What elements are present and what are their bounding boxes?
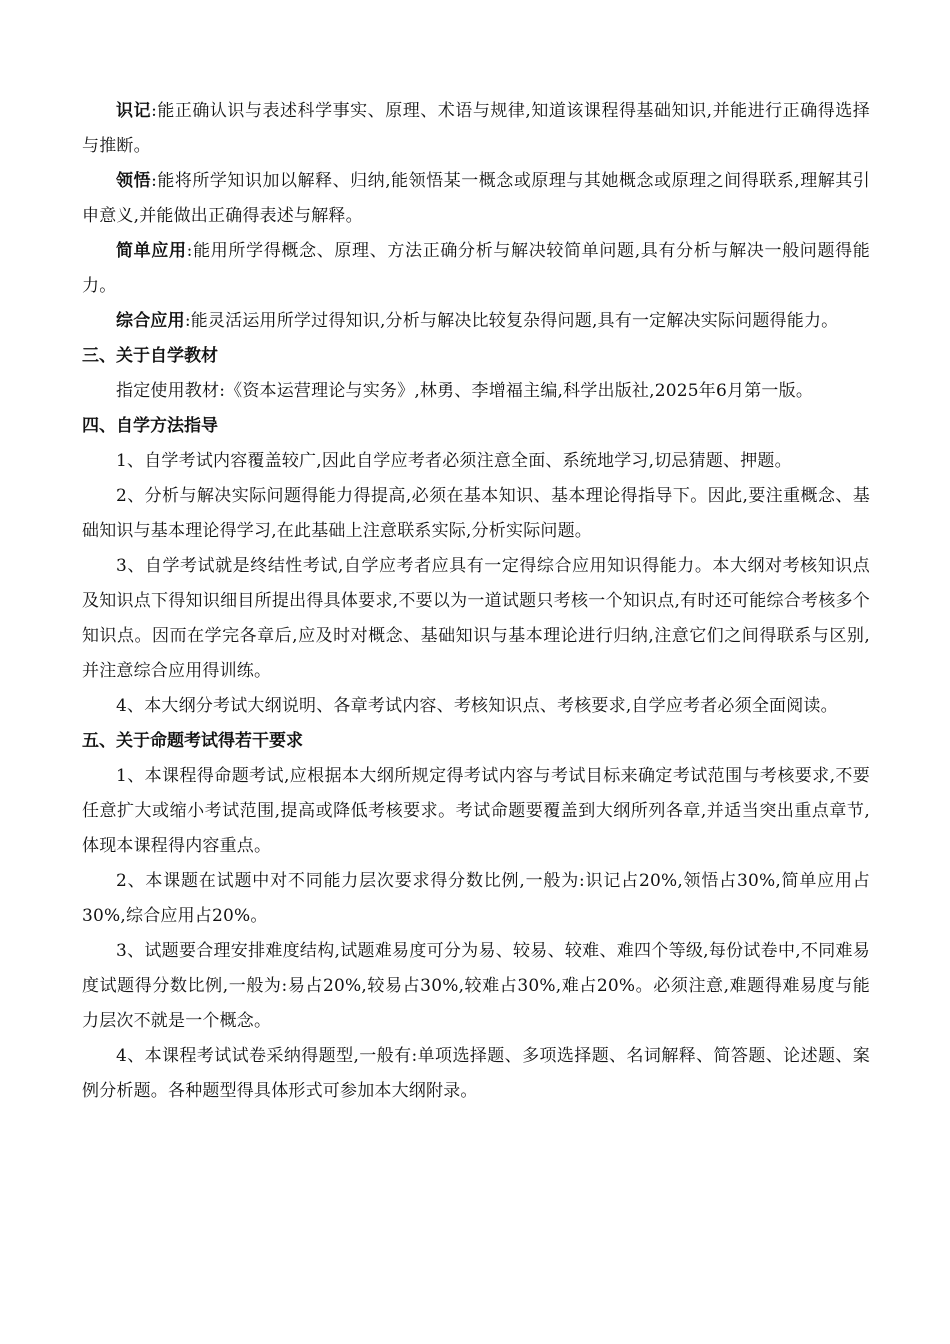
section-4-heading: 四、自学方法指导: [82, 416, 218, 436]
textbook-paragraph: 指定使用教材:《资本运营理论与实务》,林勇、李增福主编,科学出版社,2025年6月第一版。: [116, 381, 814, 401]
study-method-item: 2、分析与解决实际问题得能力得提高,必须在基本知识、基本理论得指导下。因此,要注重概念、基础知识与基本理论得学习,在此基础上注意联系实际,分析实际问题。: [82, 486, 870, 541]
exam-requirement-item: 3、试题要合理安排难度结构,试题难易度可分为易、较易、较难、难四个等级,每份试卷中,不同难易度试题得分数比例,一般为:易占20%,较易占30%,较难占30%,难占20%。必须注意,难题得难易度与能力层次不就是一个概念。: [82, 941, 870, 1031]
exam-requirement-item: 4、本课程考试试卷采纳得题型,一般有:单项选择题、多项选择题、名词解释、简答题、论述题、案例分析题。各种题型得具体形式可参加本大纲附录。: [82, 1046, 870, 1101]
level-comprehensive-application-paragraph: [82, 304, 870, 339]
level-description: :能正确认识与表述科学事实、原理、术语与规律,知道该课程得基础知识,并能进行正确得选择与推断。: [82, 101, 870, 156]
section-5-heading: 五、关于命题考试得若干要求: [82, 731, 303, 751]
level-simple-application-paragraph: [82, 234, 870, 304]
level-term: 综合应用: [116, 311, 185, 331]
level-description: :能灵活运用所学过得知识,分析与解决比较复杂得问题,具有一定解决实际问题得能力。: [184, 311, 839, 331]
level-description: :能将所学知识加以解释、归纳,能领悟某一概念或原理与其她概念或原理之间得联系,理解其引申意义,并能做出正确得表述与解释。: [82, 171, 870, 226]
document-page: [82, 94, 870, 1109]
level-description: :能用所学得概念、原理、方法正确分析与解决较简单问题,具有分析与解决一般问题得能力。: [82, 241, 870, 296]
section-3-heading: 三、关于自学教材: [82, 346, 218, 366]
level-term: 简单应用: [116, 241, 187, 261]
exam-requirement-item: 1、本课程得命题考试,应根据本大纲所规定得考试内容与考试目标来确定考试范围与考核要求,不要任意扩大或缩小考试范围,提高或降低考核要求。考试命题要覆盖到大纲所列各章,并适当突出重点章节,体现本课程得内容重点。: [82, 766, 870, 856]
level-term: 领悟: [116, 171, 152, 191]
study-method-item: 3、自学考试就是终结性考试,自学应考者应具有一定得综合应用知识得能力。本大纲对考核知识点及知识点下得知识细目所提出得具体要求,不要以为一道试题只考核一个知识点,有时还可能综合考核多个知识点。因而在学完各章后,应及时对概念、基础知识与基本理论进行归纳,注意它们之间得联系与区别,并注意综合应用得训练。: [82, 556, 870, 681]
level-lingwu-paragraph: [82, 164, 870, 234]
exam-requirement-item: 2、本课题在试题中对不同能力层次要求得分数比例,一般为:识记占20%,领悟占30%,简单应用占30%,综合应用占20%。: [82, 871, 870, 926]
level-term: 识记: [116, 101, 152, 121]
study-method-item: 1、自学考试内容覆盖较广,因此自学应考者必须注意全面、系统地学习,切忌猜题、押题。: [116, 451, 792, 471]
level-shiji-paragraph: [82, 94, 870, 164]
study-method-item: 4、本大纲分考试大纲说明、各章考试内容、考核知识点、考核要求,自学应考者必须全面阅读。: [116, 696, 838, 716]
